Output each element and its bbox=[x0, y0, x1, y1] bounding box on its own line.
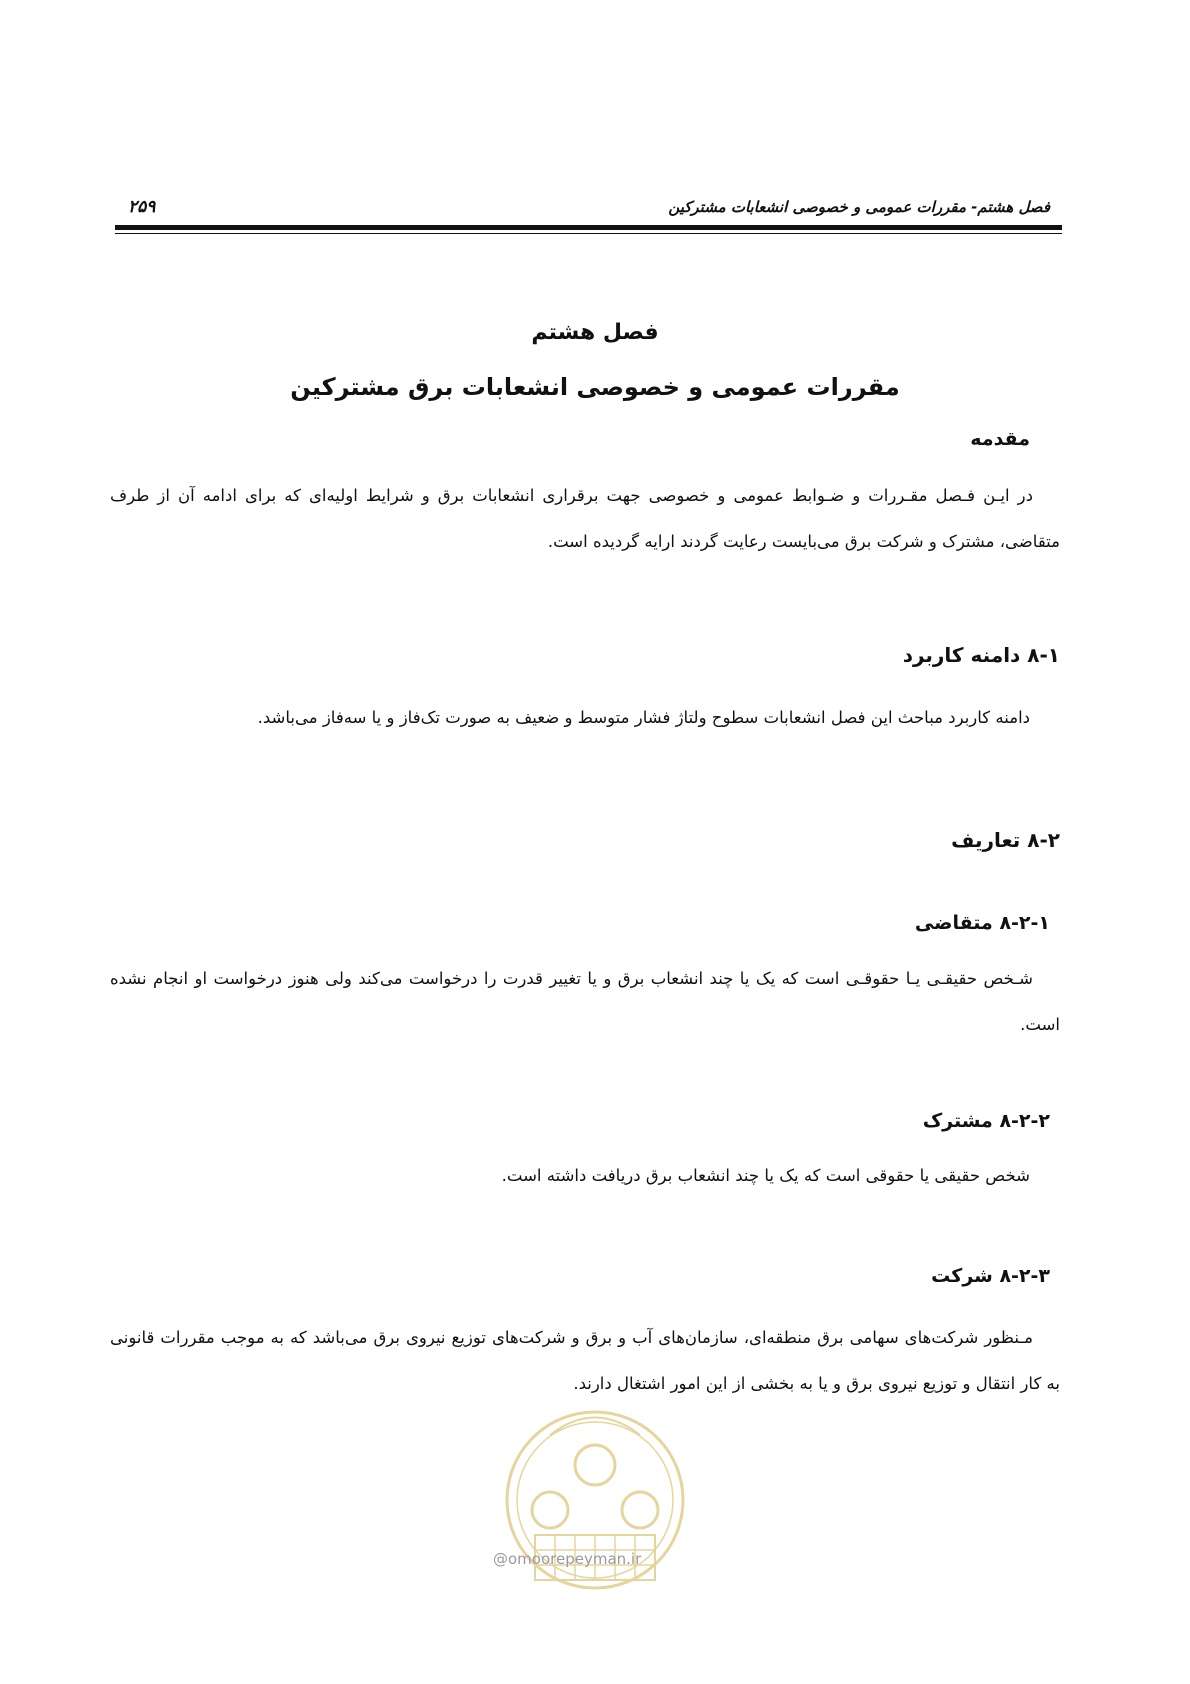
watermark-seal-icon bbox=[490, 1395, 700, 1655]
page-number: ۲۵۹ bbox=[128, 197, 156, 217]
chapter-subtitle: مقررات عمومی و خصوصی انشعابات برق مشترکین bbox=[290, 373, 900, 401]
header-rule bbox=[115, 225, 1062, 230]
definition-paragraph-company: مـنظور شرکت‌های سهامی برق منطقه‌ای، سازمان‌های آب و برق و شرکت‌های توزیع نیروی برق می‌باشد که به موجب مقررات قانونی به کار انتقال و توزیع نیروی برق و یا به بخشی از این امور اشتغال دارند. bbox=[110, 1328, 1060, 1393]
section-heading-scope: ۸-۱ دامنه کاربرد bbox=[902, 643, 1060, 667]
intro-heading: مقدمه bbox=[970, 428, 1030, 450]
intro-paragraph: در ایـن فـصل مقـررات و ضـوابط عمومی و خصوصی جهت برقراری انشعابات برق و شرایط اولیه‌ای که برای ادامه آن از طرف متقاضی، مشترک و شرکت برق می‌بایست رعایت گردند ارایه گردیده است. bbox=[110, 486, 1060, 551]
definition-paragraph-subscriber: شخص حقیقی یا حقوقی است که یک یا چند انشعاب برق دریافت داشته است. bbox=[501, 1166, 1030, 1185]
watermark-url: @omoorepeyman.ir bbox=[493, 1550, 642, 1568]
definition-heading-applicant: ۸-۲-۱ متقاضی bbox=[914, 912, 1050, 934]
section-heading-definitions: ۸-۲ تعاریف bbox=[951, 828, 1060, 852]
definition-heading-company: ۸-۲-۳ شرکت bbox=[931, 1265, 1050, 1287]
definition-heading-subscriber: ۸-۲-۲ مشترک bbox=[922, 1110, 1050, 1132]
definition-paragraph-applicant: شـخص حقیقـی یـا حقوقـی است که یک یا چند انشعاب برق و یا تغییر قدرت را درخواست می‌کند ولی هنوز درخواست او انجام نشده است. bbox=[110, 969, 1060, 1034]
running-title: فصل هشتم- مقررات عمومی و خصوصی انشعابات مشترکین bbox=[668, 198, 1050, 216]
section-paragraph-scope: دامنه کاربرد مباحث این فصل انشعابات سطوح ولتاژ فشار متوسط و ضعیف به صورت تک‌فاز و یا سه‌فاز می‌باشد. bbox=[257, 708, 1030, 727]
header-rule-thin bbox=[115, 233, 1062, 234]
chapter-title: فصل هشتم bbox=[531, 320, 659, 345]
